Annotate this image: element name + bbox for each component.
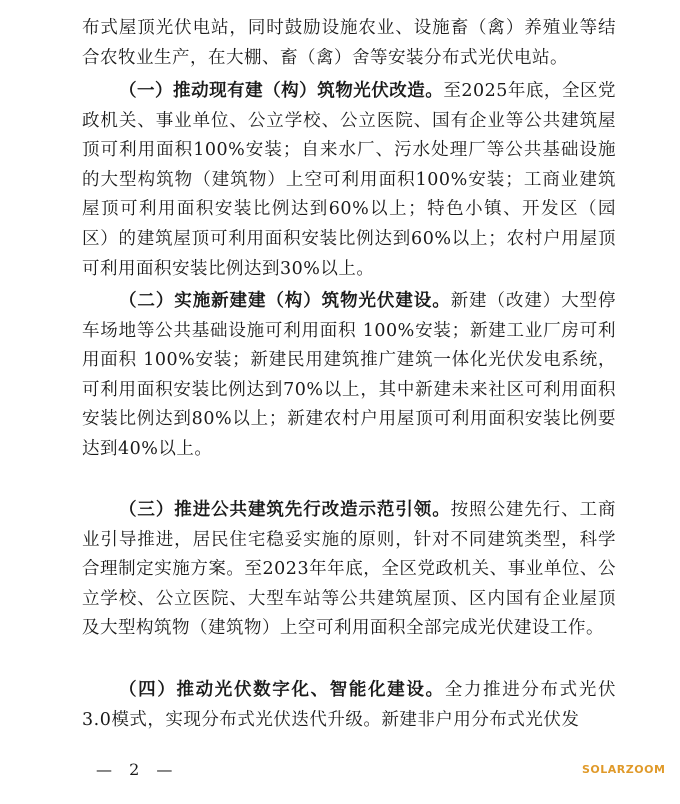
section-1-heading: （一）推动现有建（构）筑物光伏改造。	[119, 81, 444, 101]
intro-paragraph	[82, 14, 616, 73]
section-1-body: 至2025年底，全区党政机关、事业单位、公立学校、公立医院、国有企业等公共建筑屋顶可利用面积100%安装；自来水厂、污水处理厂等公共基础设施的大型构筑物（建筑物）上空可利用面积100%安装；工商业建筑屋顶可利用面积安装比例达到60%以上；特色小镇、开发区（园区）的建筑屋顶可利用面积安装比例达到60%以上；农村户用屋顶可利用面积安装比例达到30%以上。	[82, 81, 616, 279]
section-2-body: 新建（改建）大型停车场地等公共基础设施可利用面积 100%安装；新建工业厂房可利用面积 100%安装；新建民用建筑推广建筑一体化光伏发电系统，可利用面积安装比例达到70%以上，其中新建未来社区可利用面积安装比例达到80%以上；新建农村户用屋顶可利用面积安装比例要达到40%以上。	[82, 291, 617, 459]
page-number: — 2 —	[96, 760, 179, 779]
section-3-paragraph	[82, 496, 616, 644]
section-3-body: 按照公建先行、工商业引导推进，居民住宅稳妥实施的原则，针对不同建筑类型，科学合理制定实施方案。至2023年年底，全区党政机关、事业单位、公立学校、公立医院、大型车站等公共建筑屋顶、区内国有企业屋顶及大型构筑物（建筑物）上空可利用面积全部完成光伏建设工作。	[82, 500, 617, 639]
section-1-paragraph	[82, 77, 616, 284]
section-4-body: 全力推进分布式光伏3.0模式，实现分布式光伏迭代升级。新建非户用分布式光伏发	[82, 680, 616, 730]
section-3-heading: （三）推进公共建筑先行改造示范引领。	[119, 500, 451, 520]
section-4-paragraph	[82, 676, 616, 735]
watermark-logo: SOLARZOOM	[582, 763, 666, 776]
section-2-heading: （二）实施新建建（构）筑物光伏建设。	[119, 291, 451, 311]
section-4-heading: （四）推动光伏数字化、智能化建设。	[119, 680, 445, 700]
intro-text: 布式屋顶光伏电站，同时鼓励设施农业、设施畜（禽）养殖业等结合农牧业生产，在大棚、畜（禽）舍等安装分布式光伏电站。	[82, 18, 616, 68]
section-2-paragraph	[82, 287, 616, 465]
